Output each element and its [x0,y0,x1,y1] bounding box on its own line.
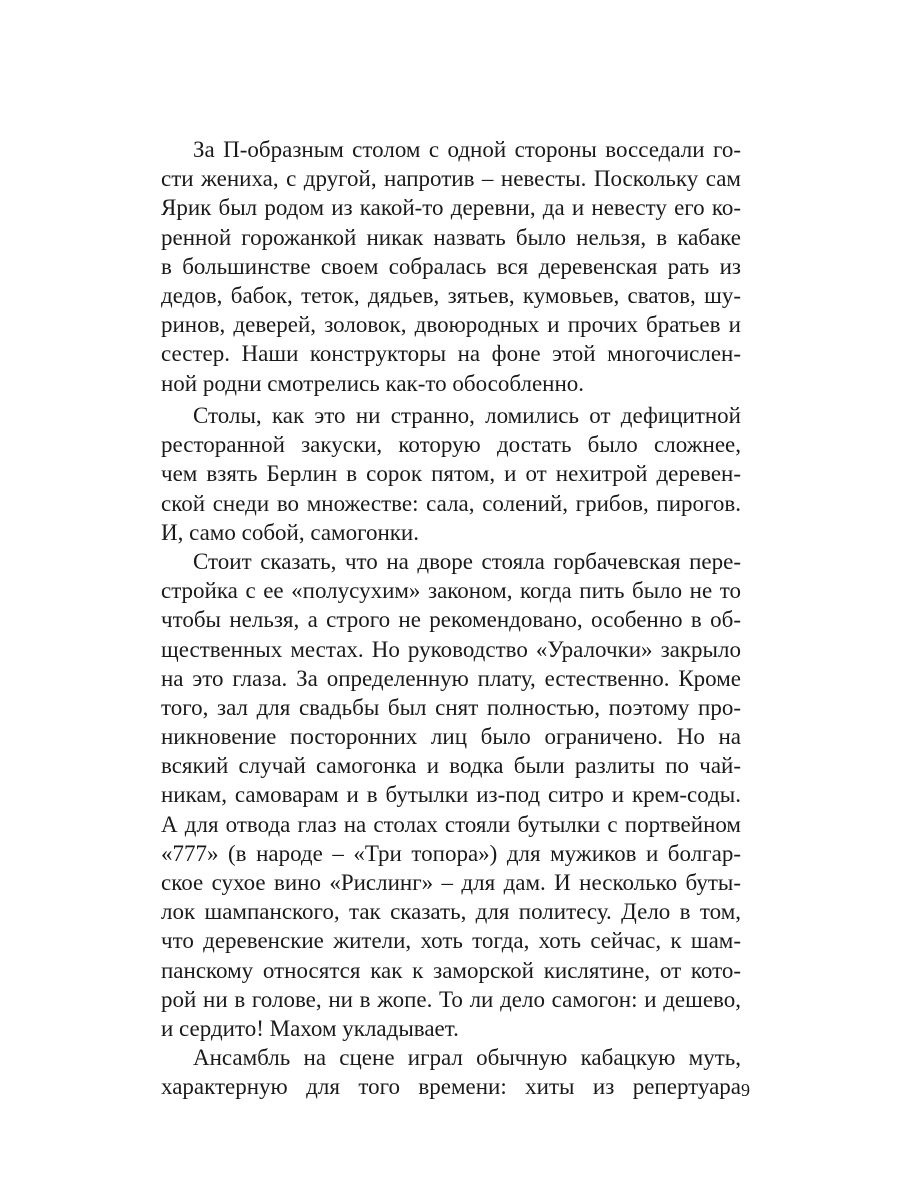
text-line: лок шампанского, так сказать, для политесу. Дело в том, [161,899,741,925]
text-line: всякий случай самогонка и водка были разлиты по чай- [161,753,741,779]
text-line: что деревенские жители, хоть тогда, хоть сейчас, к шам- [161,928,741,954]
text-line: чтобы нельзя, а строго не рекомендовано, особенно в об- [161,607,741,633]
text-line: А для отвода глаз на столах стояли бутылки с портвейном [161,811,741,837]
text-line: рой ни в голове, ни в жопе. То ли дело самогон: и дешево, [161,986,741,1012]
text-line: стройка с ее «полусухим» законом, когда пить было не то [161,578,741,604]
page-number: 9 [741,1080,750,1100]
text-line: и сердито! Махом укладывает. [161,1015,459,1041]
text-line: характерную для того времени: хиты из репертуара [161,1074,741,1100]
text-line: ной родни смотрелись как-то обособленно. [161,370,585,396]
text-line: Стоит сказать, что на дворе стояла горбачевская пере- [193,548,741,574]
text-line: За П-образным столом с одной стороны восседали го- [193,137,741,162]
text-line: никновение посторонних лиц было ограничено. Но на [161,724,741,750]
text-line: ской снеди во множестве: сала, солений, грибов, пирогов. [161,490,741,516]
paragraphs-2-4 [161,401,741,1102]
text-line: ренной горожанкой никак назвать было нельзя, в кабаке [161,224,741,250]
text-line: сестер. Наши конструкторы на фоне этой многочислен- [161,341,741,367]
text-line: ресторанной закуски, которую достать было сложнее, [161,432,741,458]
text-line: никам, самоварам и в бутылки из-под ситро и крем-соды. [161,782,741,808]
text-line: панскому относятся как к заморской кислятине, от кото- [161,957,741,983]
text-line: на это глаза. За определенную плату, естественно. Кроме [161,665,741,691]
text-line: в большинстве своем собралась вся деревенская рать из [161,253,741,279]
text-line: щественных местах. Но руководство «Уралочки» закрыло [161,636,741,662]
text-line: ское сухое вино «Рислинг» – для дам. И несколько буты- [161,870,741,895]
text-line: ринов, деверей, золовок, двоюродных и прочих братьев и [161,312,741,338]
text-line: Ансамбль на сцене играл обычную кабацкую муть, [193,1045,741,1071]
text-line: И, само собой, самогонки. [161,519,419,545]
text-line: Столы, как это ни странно, ломились от дефицитной [193,403,741,428]
text-line: дедов, бабок, теток, дядьев, зятьев, кумовьев, сватов, шу- [161,282,741,308]
text-line: того, зал для свадьбы был снят полностью, поэтому про- [161,694,741,720]
text-line: чем взять Берлин в сорок пятом, и от нехитрой деревен- [161,461,741,487]
text-line: «777» (в народе – «Три топора») для мужиков и болгар- [161,840,741,866]
paragraph-1 [161,135,741,398]
text-line: Ярик был родом из какой-то деревни, да и невесту его ко- [161,195,741,221]
text-line: сти жениха, с другой, напротив – невесты. Поскольку сам [161,166,741,192]
